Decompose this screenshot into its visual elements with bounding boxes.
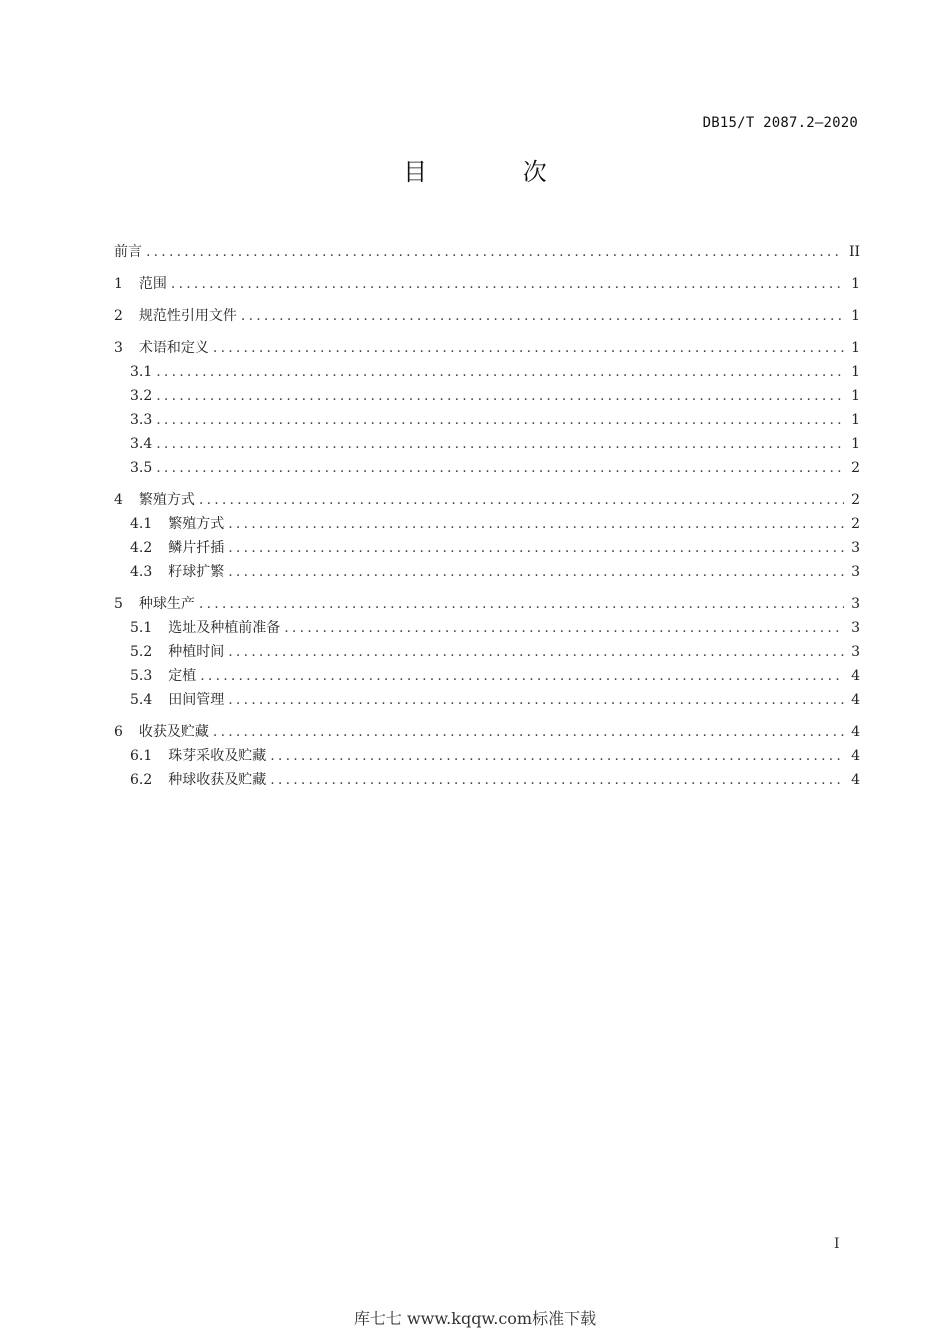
toc-entry-page: 1 [851,388,860,404]
toc-entry[interactable] [114,592,860,616]
toc-entry[interactable] [114,512,860,536]
toc-entry-title: 繁殖方式 [138,492,195,508]
toc-entry-label [114,240,142,264]
toc-entry-title: 范围 [138,276,167,292]
toc-leader-dots [156,456,844,480]
toc-leader-dots [228,512,844,536]
toc-entry[interactable] [114,304,860,328]
toc-entry-number: 1 [114,276,123,292]
toc-leader-dots [228,688,844,712]
document-id: DB15/T 2087.2—2020 [702,115,858,131]
toc-entry[interactable] [114,488,860,512]
toc-entry-number: 3.5 [130,460,153,476]
toc-entry-page: 4 [851,772,860,788]
toc-entry[interactable] [114,664,860,688]
toc-entry-number: 3.4 [130,436,153,452]
toc-entry-page: 1 [851,412,860,428]
toc-entry-page: 3 [851,596,860,612]
toc-entry-number: 6 [114,724,123,740]
toc-leader-dots [228,560,844,584]
toc-entry-page: 1 [851,308,860,324]
toc-leader-dots [156,432,844,456]
toc-entry-title: 种植时间 [168,644,225,660]
toc-entry-page: 1 [851,436,860,452]
toc-entry-title: 前言 [114,244,142,260]
toc-leader-dots [270,744,844,768]
toc-entry-number: 5 [114,596,123,612]
page-title: 目 次 [403,158,591,186]
toc-entry[interactable] [114,456,860,480]
toc-entry-number: 3 [114,340,123,356]
toc-leader-dots [199,488,844,512]
toc-entry[interactable] [114,616,860,640]
toc-entry-label [114,488,195,512]
toc-entry-number: 2 [114,308,123,324]
toc-entry-number: 3.2 [130,388,153,404]
toc-entry-number: 5.4 [130,692,153,708]
toc-entry-title: 繁殖方式 [168,516,225,532]
toc-entry-title: 选址及种植前准备 [168,620,281,636]
toc-entry-label [130,512,224,536]
toc-entry-number: 3.1 [130,364,153,380]
toc-entry[interactable] [114,688,860,712]
toc-entry[interactable] [114,272,860,296]
toc-entry-label [114,272,167,296]
toc-entry-page: 3 [851,620,860,636]
toc-entry[interactable] [114,768,860,792]
toc-entry-title: 收获及贮藏 [138,724,209,740]
toc-entry[interactable] [114,336,860,360]
toc-entry-label [130,768,266,792]
toc-entry-label [130,560,224,584]
toc-entry-title: 种球生产 [138,596,195,612]
toc-entry-page: 3 [851,564,860,580]
toc-entry[interactable] [114,720,860,744]
toc-leader-dots [213,336,844,360]
toc-entry-label [130,536,224,560]
toc-entry-title: 定植 [168,668,197,684]
toc-entry[interactable] [114,384,860,408]
toc-leader-dots [146,240,843,264]
toc-entry[interactable] [114,408,860,432]
toc-entry-number: 3.3 [130,412,153,428]
toc-entry-title: 田间管理 [168,692,225,708]
toc-entry-page: 4 [851,668,860,684]
watermark-text: 库七七 www.kqqw.com标准下载 [353,1309,597,1328]
toc-entry-page: 4 [851,748,860,764]
toc-entry-label [114,304,237,328]
toc-entry[interactable] [114,360,860,384]
toc-entry-page: 2 [851,516,860,532]
toc-entry-label [130,744,266,768]
toc-entry-title: 珠芽采收及贮藏 [168,748,267,764]
toc-entry-label [114,720,209,744]
toc-entry-page: 3 [851,644,860,660]
toc-leader-dots [284,616,844,640]
toc-entry-page: 1 [851,340,860,356]
toc-leader-dots [200,664,844,688]
toc-entry-label [114,336,209,360]
toc-entry-label [130,616,280,640]
toc-entry-page: 3 [851,540,860,556]
toc-entry-page: 1 [851,276,860,292]
toc-entry-label [130,384,152,408]
page-number: I [834,1236,840,1252]
toc-leader-dots [270,768,844,792]
toc-entry-label [130,360,152,384]
toc-leader-dots [156,408,844,432]
toc-entry-number: 5.3 [130,668,153,684]
toc-entry-title: 规范性引用文件 [138,308,237,324]
toc-entry[interactable] [114,536,860,560]
toc-entry-number: 4 [114,492,123,508]
toc-leader-dots [228,640,844,664]
toc-leader-dots [171,272,844,296]
toc-leader-dots [199,592,844,616]
toc-leader-dots [228,536,844,560]
toc-entry[interactable] [114,240,860,264]
toc-entry-label [130,688,224,712]
toc-entry-page: II [848,244,860,260]
toc-entry-page: 4 [851,724,860,740]
toc-entry-number: 6.2 [130,772,153,788]
toc-entry[interactable] [114,744,860,768]
toc-leader-dots [241,304,844,328]
toc-entry-page: 2 [851,492,860,508]
toc-entry-page: 4 [851,692,860,708]
toc-entry-label [130,408,152,432]
toc-entry[interactable] [114,432,860,456]
toc-entry-number: 4.3 [130,564,153,580]
toc-entry-title: 鳞片扦插 [168,540,225,556]
toc-leader-dots [156,384,844,408]
toc-entry[interactable] [114,640,860,664]
toc-entry-label [130,640,224,664]
toc-leader-dots [156,360,844,384]
toc-entry-label [114,592,195,616]
toc-entry-page: 2 [851,460,860,476]
table-of-contents [114,240,860,792]
toc-entry[interactable] [114,560,860,584]
toc-entry-number: 5.2 [130,644,153,660]
toc-entry-label [130,432,152,456]
toc-entry-number: 4.1 [130,516,153,532]
toc-entry-number: 6.1 [130,748,153,764]
toc-entry-title: 种球收获及贮藏 [168,772,267,788]
toc-entry-title: 籽球扩繁 [168,564,225,580]
toc-entry-label [130,456,152,480]
toc-entry-label [130,664,196,688]
toc-entry-page: 1 [851,364,860,380]
toc-entry-number: 4.2 [130,540,153,556]
toc-leader-dots [213,720,844,744]
toc-entry-title: 术语和定义 [138,340,209,356]
toc-entry-number: 5.1 [130,620,153,636]
